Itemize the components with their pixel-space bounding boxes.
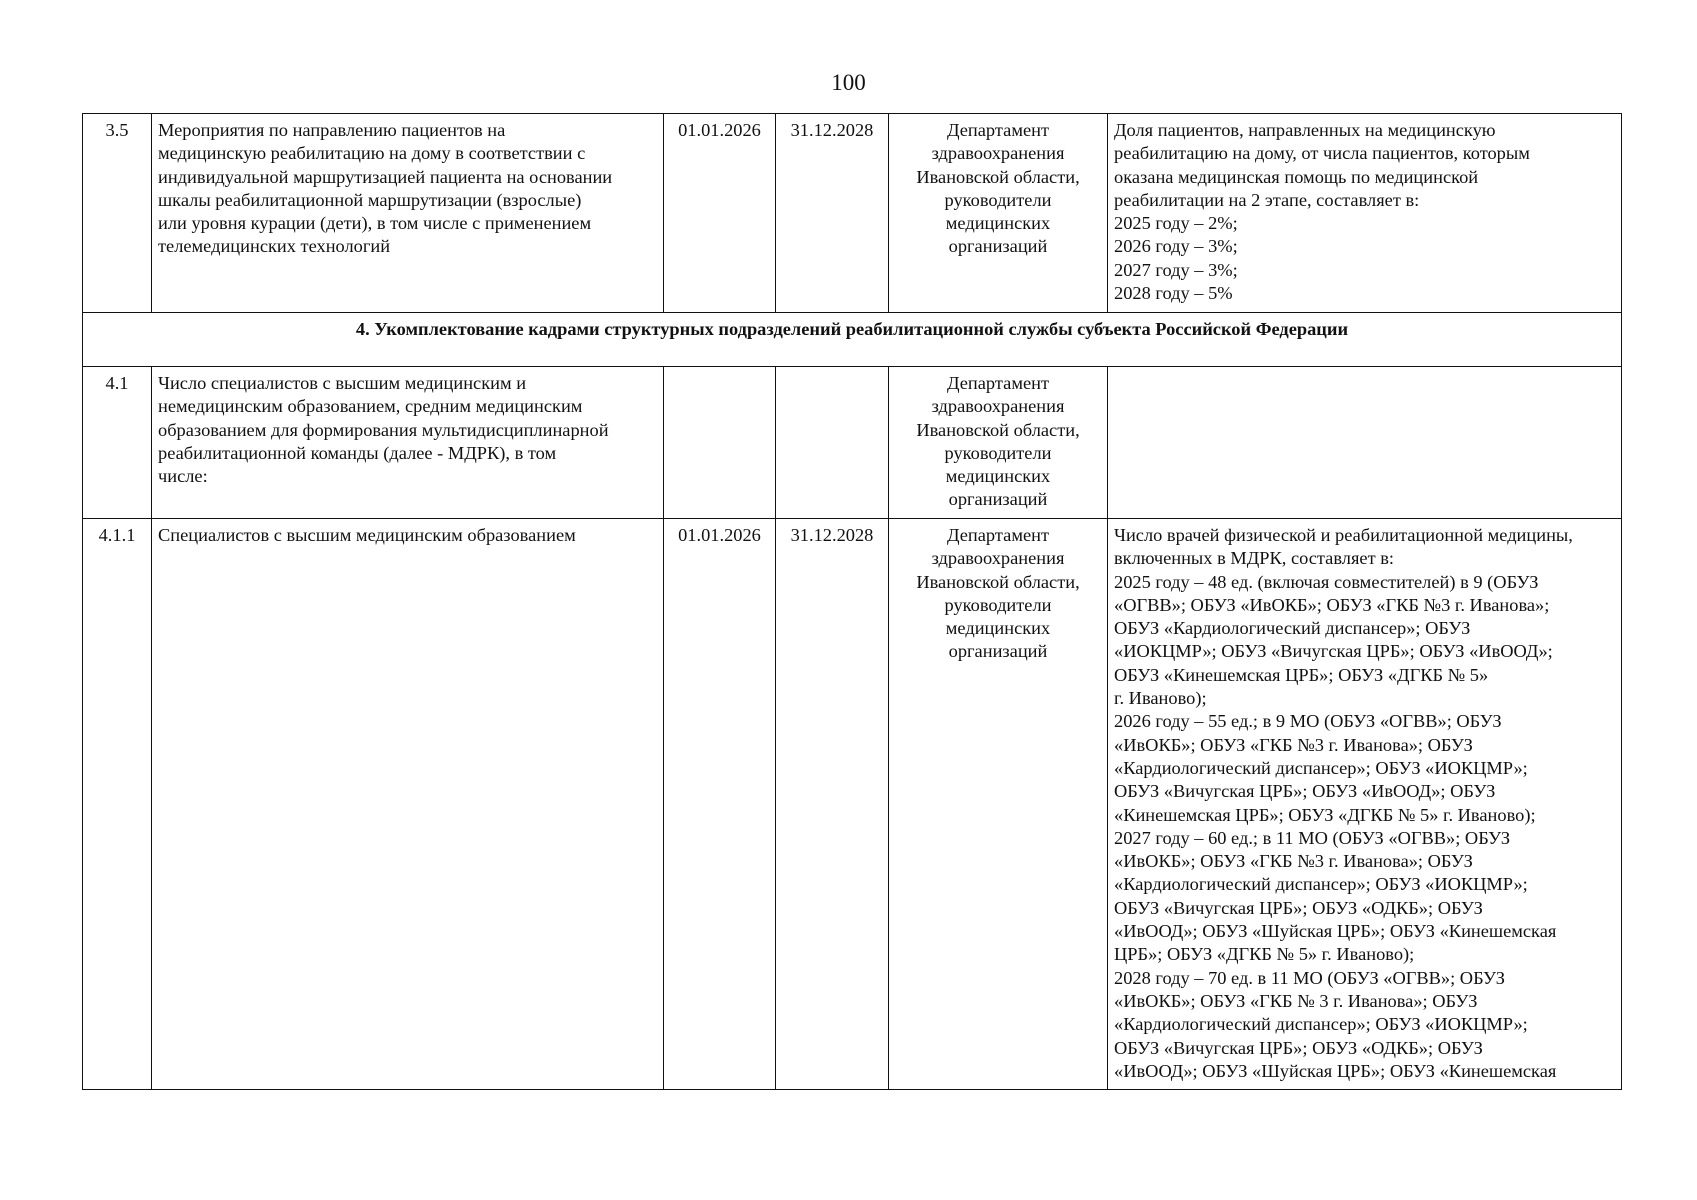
text-line: Ивановской области, — [916, 419, 1080, 440]
text-line: телемедицинских технологий — [158, 236, 391, 257]
text-line: «ИвОКБ»; ОБУЗ «ГКБ №3 г. Иванова»; ОБУЗ — [1114, 851, 1473, 872]
row-number: 4.1.1 — [83, 519, 152, 1090]
result-cell — [1108, 519, 1622, 1090]
activity-cell — [152, 519, 664, 1090]
text-line: числе: — [158, 466, 208, 487]
text-line: 2027 году – 60 ед.; в 11 МО (ОБУЗ «ОГВВ»; ОБУЗ — [1114, 827, 1511, 848]
end-date-cell — [776, 367, 889, 519]
text-line: здравоохранения — [931, 143, 1065, 164]
text-line: медицинских — [945, 618, 1051, 639]
start-date-cell — [664, 367, 776, 519]
text-line: 2027 году – 3%; — [1114, 259, 1238, 280]
text-line: оказана медицинская помощь по медицинской — [1114, 166, 1479, 187]
text-line: руководители — [944, 189, 1052, 210]
text-line: Доля пациентов, направленных на медицинскую — [1114, 120, 1496, 140]
text-line: ЦРБ»; ОБУЗ «ДГКБ № 5» г. Иваново); — [1114, 944, 1415, 965]
activity-cell — [152, 367, 664, 519]
text-line: медицинских — [945, 213, 1051, 234]
start-date-cell: 01.01.2026 — [664, 519, 776, 1090]
end-date-cell: 31.12.2028 — [776, 114, 889, 313]
text-line: ОБУЗ «Вичугская ЦРБ»; ОБУЗ «ОДКБ»; ОБУЗ — [1114, 1037, 1483, 1058]
table-row-4-1-1 — [83, 519, 1622, 1090]
text-line: руководители — [944, 442, 1052, 463]
text-line: Мероприятия по направлению пациентов на — [158, 120, 506, 140]
text-line: организаций — [948, 236, 1048, 257]
row-number: 4.1 — [83, 367, 152, 519]
text-line: ОБУЗ «Кинешемская ЦРБ»; ОБУЗ «ДГКБ № 5» — [1114, 664, 1489, 685]
text-line: «ОГВВ»; ОБУЗ «ИвОКБ»; ОБУЗ «ГКБ №3 г. Иванова»; — [1114, 594, 1550, 615]
result-cell — [1108, 367, 1622, 519]
activity-cell — [152, 114, 664, 313]
text-line: «Кардиологический диспансер»; ОБУЗ «ИОКЦМР»; — [1114, 874, 1528, 895]
text-line: «Кинешемская ЦРБ»; ОБУЗ «ДГКБ № 5» г. Иваново); — [1114, 804, 1536, 825]
result-cell — [1108, 114, 1622, 313]
text-line: медицинских — [945, 466, 1051, 487]
text-line: реабилитацию на дому, от числа пациентов, которым — [1114, 143, 1530, 164]
text-line: ОБУЗ «Вичугская ЦРБ»; ОБУЗ «ИвООД»; ОБУЗ — [1114, 781, 1496, 802]
text-line: «ИОКЦМР»; ОБУЗ «Вичугская ЦРБ»; ОБУЗ «ИвООД»; — [1114, 641, 1553, 662]
text-line: «Кардиологический диспансер»; ОБУЗ «ИОКЦМР»; — [1114, 1014, 1528, 1035]
start-date-cell: 01.01.2026 — [664, 114, 776, 313]
text-line: реабилитации на 2 этапе, составляет в: — [1114, 189, 1420, 210]
responsible-cell — [889, 519, 1108, 1090]
text-line: 2026 году – 3%; — [1114, 236, 1238, 257]
text-line: Число специалистов с высшим медицинским и — [158, 373, 527, 393]
text-line: г. Иваново); — [1114, 688, 1207, 709]
text-line: медицинскую реабилитацию на дому в соответствии с — [158, 143, 586, 164]
responsible-cell — [889, 367, 1108, 519]
text-line: или уровня курации (дети), в том числе с применением — [158, 213, 592, 234]
text-line: здравоохранения — [931, 396, 1065, 417]
responsible-cell — [889, 114, 1108, 313]
text-line: немедицинским образованием, средним медицинским — [158, 396, 583, 417]
text-line: Специалистов с высшим медицинским образованием — [158, 525, 576, 545]
text-line: «Кардиологический диспансер»; ОБУЗ «ИОКЦМР»; — [1114, 757, 1528, 778]
text-line: 2026 году – 55 ед.; в 9 МО (ОБУЗ «ОГВВ»; ОБУЗ — [1114, 711, 1502, 732]
end-date-cell: 31.12.2028 — [776, 519, 889, 1090]
table-row-3-5 — [83, 114, 1622, 313]
text-line: образованием для формирования мультидисциплинарной — [158, 419, 609, 440]
text-line: Департамент — [947, 120, 1049, 140]
text-line: 2025 году – 2%; — [1114, 213, 1238, 234]
activity-plan-table — [82, 113, 1622, 1090]
row-number: 3.5 — [83, 114, 152, 313]
page-number: 100 — [831, 70, 866, 95]
text-line: ОБУЗ «Вичугская ЦРБ»; ОБУЗ «ОДКБ»; ОБУЗ — [1114, 897, 1483, 918]
text-line: организаций — [948, 489, 1048, 510]
text-line: Департамент — [947, 525, 1049, 545]
text-line: включенных в МДРК, составляет в: — [1114, 548, 1395, 569]
text-line: «ИвОКБ»; ОБУЗ «ГКБ №3 г. Иванова»; ОБУЗ — [1114, 734, 1473, 755]
text-line: Департамент — [947, 373, 1049, 393]
section-title: 4. Укомплектование кадрами структурных подразделений реабилитационной службы субъекта Российской Федерации — [83, 313, 1622, 367]
text-line: реабилитационной команды (далее - МДРК), в том — [158, 442, 557, 463]
text-line: 2025 году – 48 ед. (включая совместителей) в 9 (ОБУЗ — [1114, 571, 1539, 592]
text-line: «ИвООД»; ОБУЗ «Шуйская ЦРБ»; ОБУЗ «Кинешемская — [1114, 921, 1557, 942]
text-line: Ивановской области, — [916, 571, 1080, 592]
text-line: здравоохранения — [931, 548, 1065, 569]
table-row-4-1 — [83, 367, 1622, 519]
text-line: 2028 году – 5% — [1114, 283, 1233, 304]
text-line: Ивановской области, — [916, 166, 1080, 187]
text-line: 2028 году – 70 ед. в 11 МО (ОБУЗ «ОГВВ»; ОБУЗ — [1114, 967, 1505, 988]
text-line: «ИвОКБ»; ОБУЗ «ГКБ № 3 г. Иванова»; ОБУЗ — [1114, 990, 1478, 1011]
text-line: Число врачей физической и реабилитационной медицины, — [1114, 525, 1573, 545]
text-line: шкалы реабилитационной маршрутизации (взрослые) — [158, 189, 582, 210]
section-header-row — [83, 313, 1622, 367]
text-line: организаций — [948, 641, 1048, 662]
text-line: руководители — [944, 594, 1052, 615]
text-line: ОБУЗ «Кардиологический диспансер»; ОБУЗ — [1114, 618, 1471, 639]
text-line: индивидуальной маршрутизацией пациента на основании — [158, 166, 613, 187]
text-line: «ИвООД»; ОБУЗ «Шуйская ЦРБ»; ОБУЗ «Кинешемская — [1114, 1060, 1557, 1081]
